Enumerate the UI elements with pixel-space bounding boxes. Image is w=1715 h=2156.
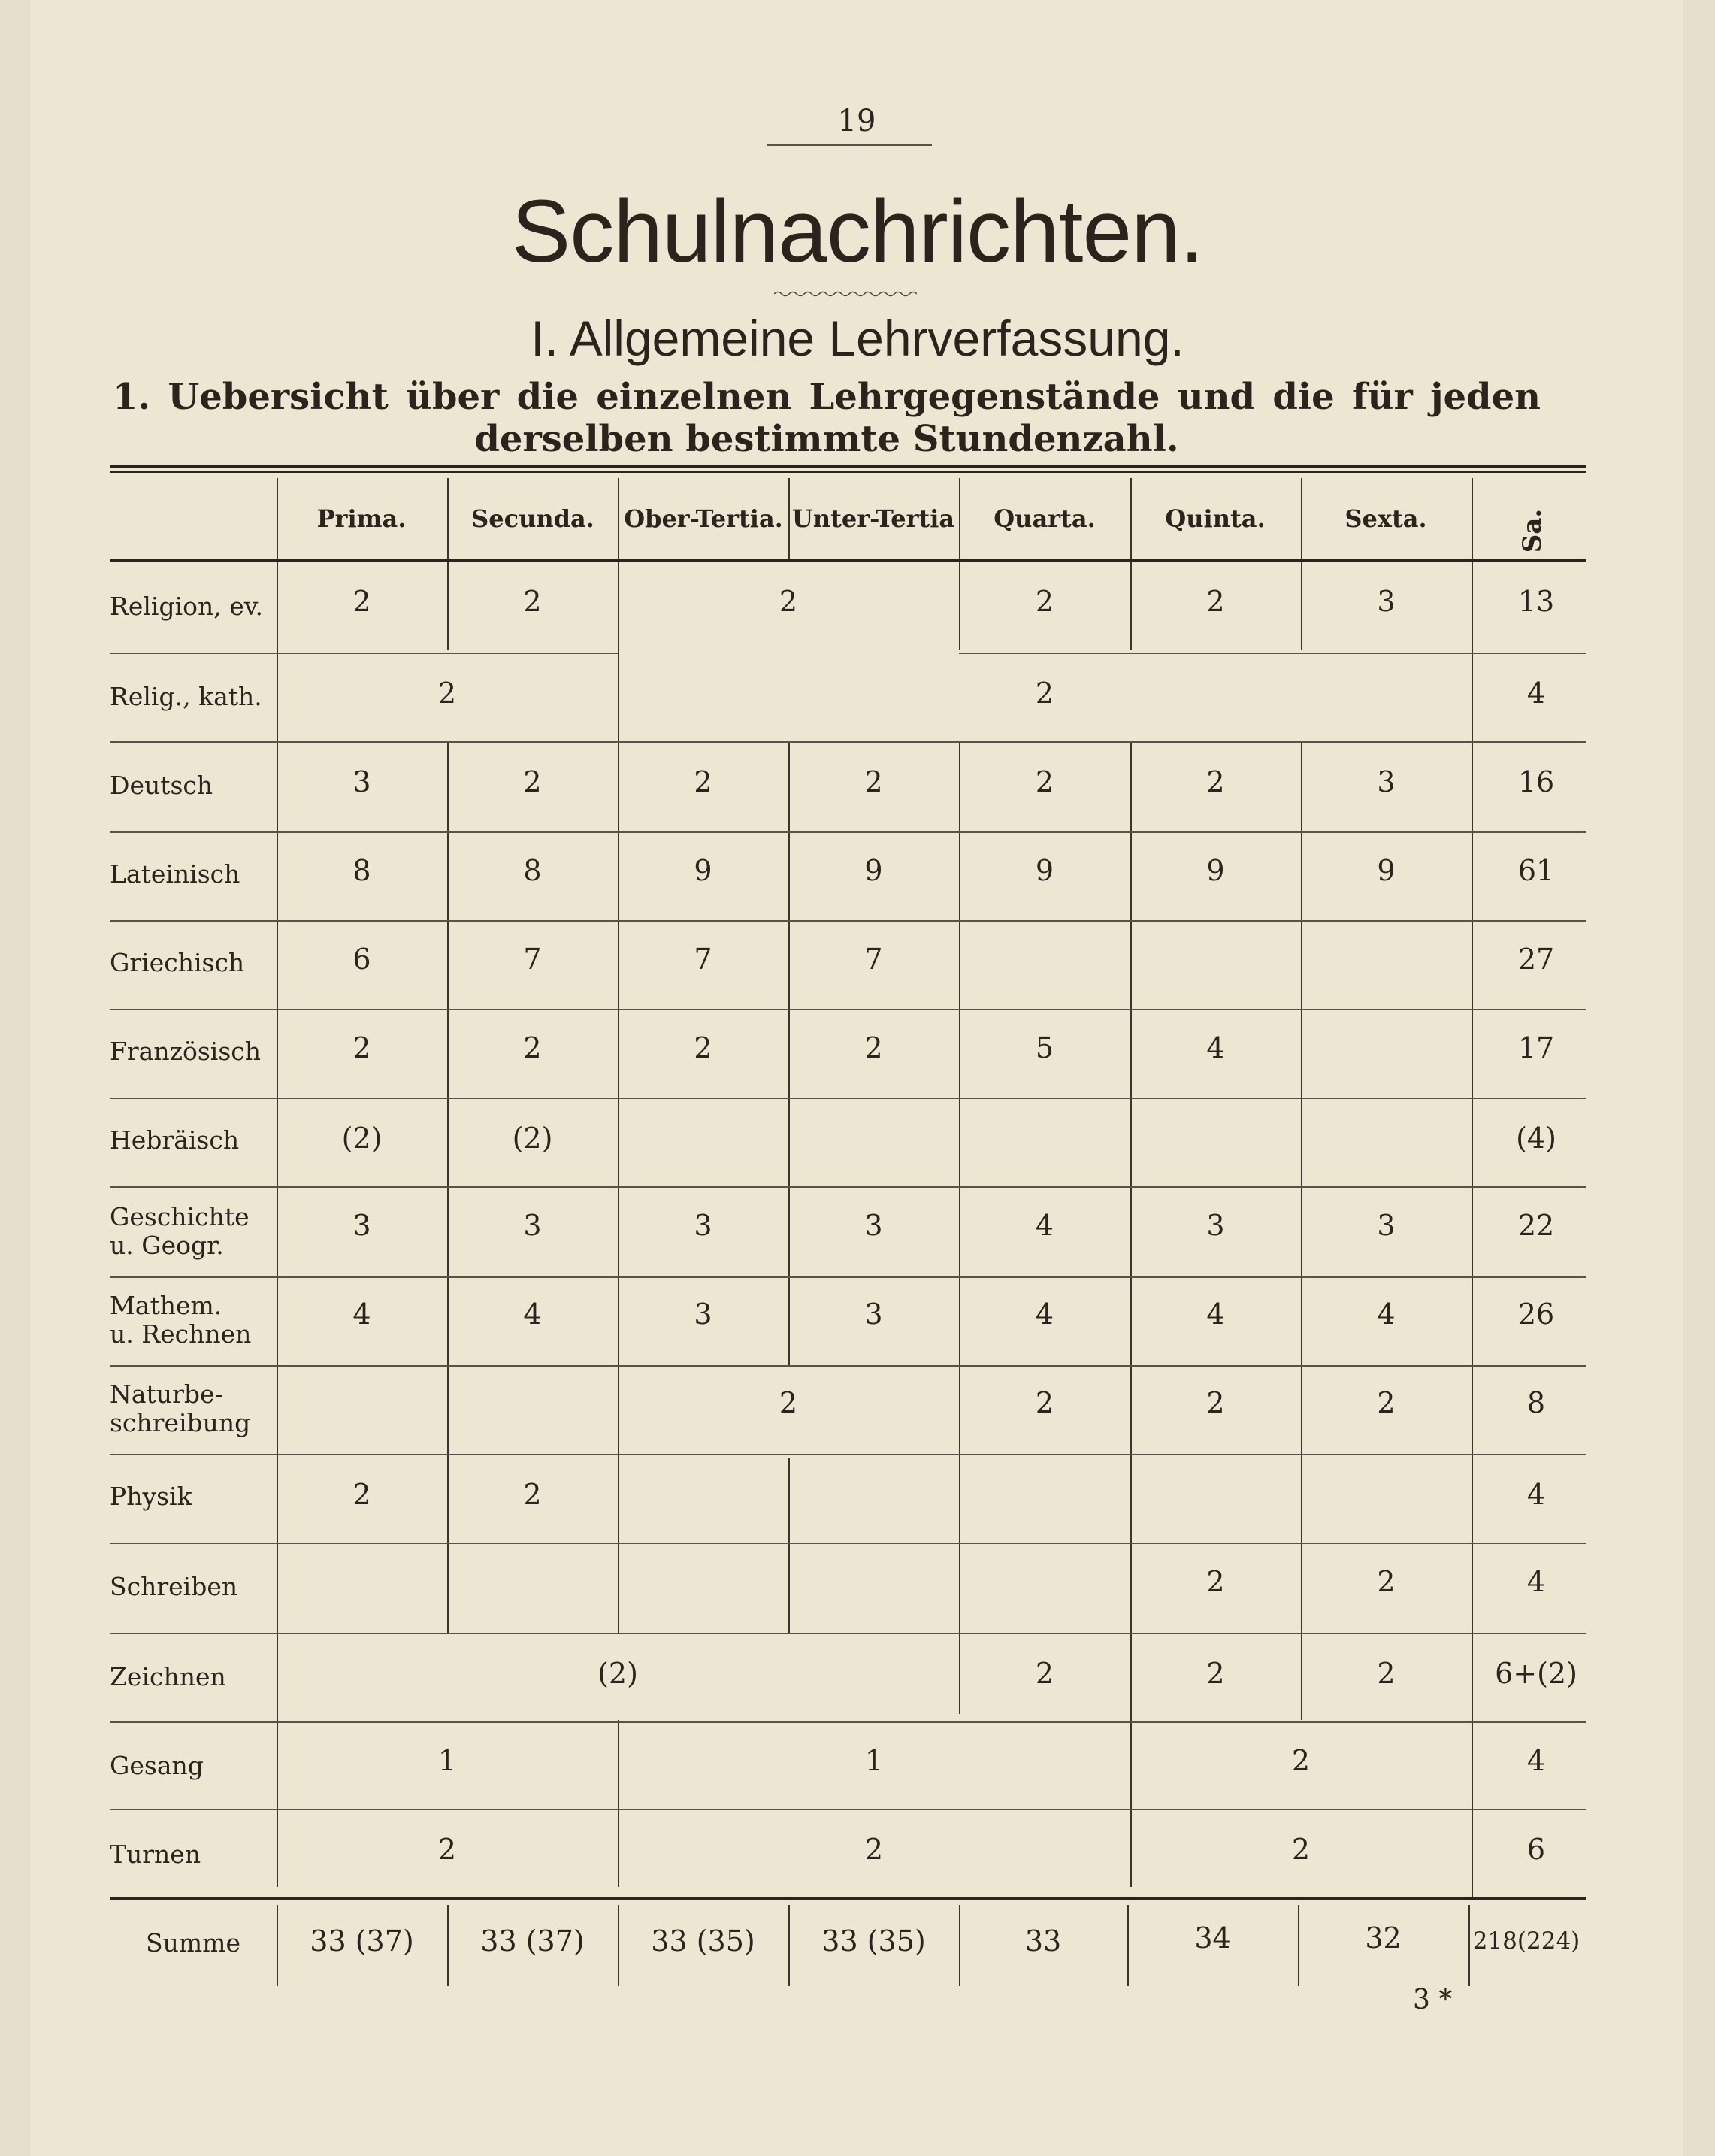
summe-value: 33 (37) xyxy=(310,1924,414,1958)
summe-top-rule xyxy=(110,1897,1586,1900)
table-cell: 61 xyxy=(1517,854,1555,887)
table-cell: 8 xyxy=(1526,1386,1546,1419)
col-header-sexta: Sexta. xyxy=(1344,504,1427,533)
table-cell: 2 xyxy=(694,1031,712,1064)
row-separator xyxy=(110,1721,1586,1723)
header-divider xyxy=(277,478,278,559)
table-cell: 2 xyxy=(1035,765,1054,798)
header-divider xyxy=(1301,478,1302,559)
row-separator xyxy=(110,1365,1586,1367)
table-cell: 4 xyxy=(352,1298,371,1331)
row-separator xyxy=(959,653,1586,654)
row-separator xyxy=(110,1633,1586,1634)
table-cell: 2 xyxy=(523,765,542,798)
subtitle-line-1: 1. Uebersicht über die einzelnen Lehrgegenstände und die für jeden xyxy=(113,376,1541,418)
table-cell: 2 xyxy=(523,1031,542,1064)
table-cell: 2 xyxy=(1206,585,1225,618)
row-separator xyxy=(110,1454,1586,1455)
table-cell: 26 xyxy=(1517,1298,1555,1331)
table-cell: 2 xyxy=(1035,1386,1054,1419)
table-cell: 2 xyxy=(864,765,883,798)
subject-label: Deutsch xyxy=(110,771,213,800)
table-cell: 2 xyxy=(1377,1565,1396,1598)
table-cell: 2 xyxy=(1206,1657,1225,1690)
table-cell: 2 xyxy=(1206,1565,1225,1598)
summe-value: 33 (35) xyxy=(651,1924,755,1958)
summe-value: 33 (35) xyxy=(821,1924,926,1958)
col-header-quarta: Quarta. xyxy=(994,504,1096,533)
table-cell: 1 xyxy=(864,1744,884,1777)
table-cell: 3 xyxy=(1377,765,1396,798)
subject-label: Französisch xyxy=(110,1037,262,1066)
table-cell: 2 xyxy=(1206,765,1225,798)
table-cell: 16 xyxy=(1517,765,1555,798)
table-cell: 4 xyxy=(1526,677,1546,710)
page-number: 19 xyxy=(837,104,876,138)
table-cell: 2 xyxy=(1377,1657,1396,1690)
table-cell: 9 xyxy=(1206,854,1225,887)
col-header-prima: Prima. xyxy=(316,504,407,533)
subtitle-line-2: derselben bestimmte Stundenzahl. xyxy=(474,418,1179,460)
table-cell: 2 xyxy=(437,1833,457,1866)
col-header-unter-tertia: Unter-Tertia xyxy=(791,504,955,533)
row-separator xyxy=(110,1809,1586,1810)
subject-label: Naturbe- schreibung xyxy=(110,1379,251,1437)
table-cell: 2 xyxy=(1291,1744,1311,1777)
table-cell: 8 xyxy=(352,854,371,887)
table-cell: 7 xyxy=(523,943,542,976)
header-divider xyxy=(1472,478,1473,559)
wave-ornament xyxy=(774,290,917,298)
summe-value: 218(224) xyxy=(1472,1927,1580,1955)
table-cell: 5 xyxy=(1035,1031,1054,1064)
table-cell: 2 xyxy=(779,585,798,618)
subject-label: Lateinisch xyxy=(110,859,240,889)
table-cell: 4 xyxy=(1206,1298,1225,1331)
table-cell: (2) xyxy=(341,1122,383,1155)
table-cell: 2 xyxy=(864,1031,883,1064)
table-cell: 2 xyxy=(694,765,712,798)
subject-label: Relig., kath. xyxy=(110,682,262,711)
table-cell: 3 xyxy=(694,1209,712,1242)
subject-label: Religion, ev. xyxy=(110,592,264,621)
table-cell: 2 xyxy=(1035,677,1054,710)
col-header-summe: Sa. xyxy=(1517,508,1548,553)
table-cell: 2 xyxy=(1206,1386,1225,1419)
table-cell: 2 xyxy=(1377,1386,1396,1419)
row-separator xyxy=(110,920,1586,922)
table-cell: 9 xyxy=(694,854,712,887)
header-divider xyxy=(447,478,449,559)
subject-label: Turnen xyxy=(110,1840,201,1869)
table-cell: 2 xyxy=(352,585,371,618)
table-cell: 3 xyxy=(1377,585,1396,618)
table-cell: 17 xyxy=(1517,1031,1555,1064)
table-cell: 4 xyxy=(1526,1478,1546,1511)
row-separator xyxy=(110,1009,1586,1010)
section-heading: I. Allgemeine Lehrverfassung. xyxy=(531,310,1184,366)
table-cell: 6 xyxy=(352,943,371,976)
header-bottom-rule xyxy=(110,559,1586,562)
summe-value: 33 xyxy=(1024,1924,1062,1958)
table-cell: 2 xyxy=(352,1031,371,1064)
table-cell: 7 xyxy=(864,943,883,976)
row-separator xyxy=(110,741,1586,743)
table-cell: 2 xyxy=(1291,1833,1311,1866)
summe-value: 33 (37) xyxy=(480,1924,585,1958)
table-cell: 27 xyxy=(1517,943,1555,976)
table-cell: 4 xyxy=(1206,1031,1225,1064)
table-cell: 2 xyxy=(523,585,542,618)
subject-label: Mathem. u. Rechnen xyxy=(110,1291,252,1349)
col-header-secunda: Secunda. xyxy=(471,504,594,533)
col-header-ober-tertia: Ober-Tertia. xyxy=(624,504,783,533)
table-cell: 4 xyxy=(1035,1298,1054,1331)
table-cell: 4 xyxy=(1035,1209,1054,1242)
table-cell: 6+(2) xyxy=(1495,1657,1577,1690)
header-divider xyxy=(618,478,619,559)
summe-value: 32 xyxy=(1365,1921,1402,1955)
table-cell: 9 xyxy=(864,854,883,887)
table-cell: 4 xyxy=(1377,1298,1396,1331)
table-cell: 2 xyxy=(1035,1657,1054,1690)
table-cell: (4) xyxy=(1516,1122,1556,1155)
row-separator xyxy=(277,653,618,654)
table-top-rule xyxy=(110,465,1586,468)
table-cell: 2 xyxy=(1035,585,1054,618)
table-cell: 2 xyxy=(779,1386,798,1419)
table-cell: 3 xyxy=(864,1298,883,1331)
table-cell: 3 xyxy=(1377,1209,1396,1242)
subtitle xyxy=(113,376,1541,460)
table-cell: 7 xyxy=(694,943,712,976)
row-separator xyxy=(110,653,277,654)
table-cell: 4 xyxy=(1526,1744,1546,1777)
subject-label: Gesang xyxy=(110,1751,204,1780)
subject-label: Geschichte u. Geogr. xyxy=(110,1202,250,1260)
table-cell: 22 xyxy=(1517,1209,1555,1242)
table-cell: 3 xyxy=(352,1209,371,1242)
table-cell: 2 xyxy=(523,1478,542,1511)
header-divider xyxy=(1130,478,1132,559)
table-cell: 9 xyxy=(1377,854,1396,887)
subject-label: Zeichnen xyxy=(110,1662,226,1691)
row-separator xyxy=(110,831,1586,833)
column-divider xyxy=(788,1458,790,1633)
table-cell: 13 xyxy=(1517,585,1555,618)
table-top-rule-thin xyxy=(110,471,1586,473)
table-cell: 3 xyxy=(523,1209,542,1242)
table-cell: 8 xyxy=(523,854,542,887)
page-number-rule xyxy=(767,144,932,146)
col-header-quinta: Quinta. xyxy=(1165,504,1266,533)
table-cell: 3 xyxy=(352,765,371,798)
table-cell: (2) xyxy=(512,1122,553,1155)
table-cell: 2 xyxy=(864,1833,884,1866)
summe-label: Summe xyxy=(146,1928,240,1958)
table-cell: 9 xyxy=(1035,854,1054,887)
table-cell: 1 xyxy=(437,1744,457,1777)
header-divider xyxy=(788,478,790,559)
subject-label: Griechisch xyxy=(110,948,245,977)
table-cell: 2 xyxy=(437,677,457,710)
subject-label: Hebräisch xyxy=(110,1125,240,1155)
signature-mark: 3 * xyxy=(1413,1985,1453,2015)
table-cell: 3 xyxy=(1206,1209,1225,1242)
table-cell: 4 xyxy=(523,1298,542,1331)
subject-label: Schreiben xyxy=(110,1572,238,1601)
row-separator xyxy=(110,1098,1586,1099)
table-cell: 4 xyxy=(1526,1565,1546,1598)
table-cell: 2 xyxy=(352,1478,371,1511)
row-separator xyxy=(110,1543,1586,1544)
row-separator xyxy=(110,1276,1586,1278)
table-cell: 3 xyxy=(694,1298,712,1331)
page-title: Schulnachrichten. xyxy=(511,182,1204,281)
table-cell: 6 xyxy=(1526,1833,1546,1866)
header-divider xyxy=(959,478,960,559)
row-separator xyxy=(110,1186,1586,1188)
table-cell: 3 xyxy=(864,1209,883,1242)
table-cell: (2) xyxy=(597,1657,638,1690)
summe-value: 34 xyxy=(1194,1921,1231,1955)
subject-label: Physik xyxy=(110,1482,192,1511)
